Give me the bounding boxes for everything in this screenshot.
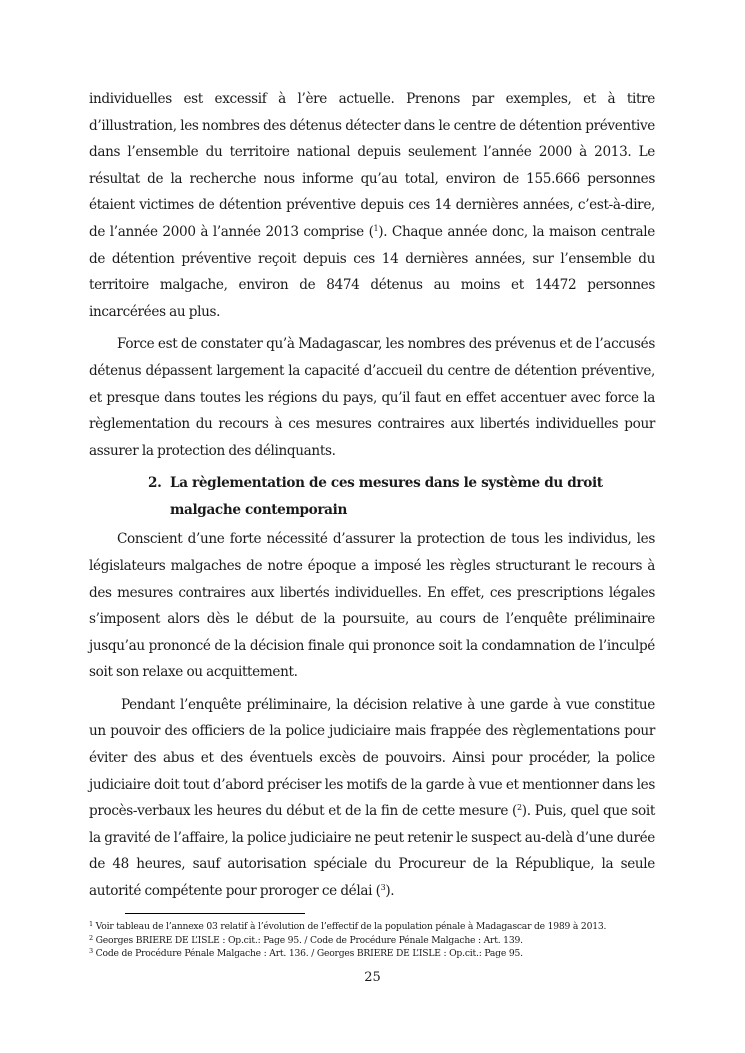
section-heading [89,470,655,524]
footnote-1 [89,920,669,934]
footnote-ref-2: 2 [517,803,522,813]
paragraph-preliminary-inquiry [89,692,655,905]
footnote-text: Code de Procédure Pénale Malgache : Art. 136. / Georges BRIERE DE L’ISLE : Op.cit.: Page 95. [95,948,523,959]
paragraph-legislators: Conscient d’une forte nécessité d’assurer la protection de tous les individus, les législateurs malgaches de notre époque a imposé les règles structurant le recours à des mesures contraires aux libertés individuelles. En effet, ces prescriptions légales s’imposent alors dès le début de la poursuite, au cours de l’enquête préliminaire jusqu’au prononcé de la décision finale qui prononce soit la condamnation de l’inculpé soit son relaxe ou acquittement. [89,531,655,681]
paragraph-text: ). Chaque année donc, la maison centrale de détention préventive reçoit depuis ces 14 dernières années, sur l’ensemble du territoire malgache, environ de 8474 détenus au moins et 14472 personnes incarcérées au plus. [89,223,655,320]
footnote-text: Voir tableau de l’annexe 03 relatif à l’évolution de l’effectif de la population pénale à Madagascar de 1989 à 2013. [95,921,607,932]
page-number: 25 [364,970,381,985]
section-title: La règlementation de ces mesures dans le système du droit malgache contemporain [170,475,603,519]
paragraph-detention-statistics [89,86,655,325]
paragraph-madagascar-capacity: Force est de constater qu’à Madagascar, les nombres des prévenus et de l’accusés détenus dépassent largement la capacité d’accueil du centre de détention préventive, et presque dans toutes les régions du pays, qu’il faut en effet accentuer avec force la règlementation du recours à ces mesures contraires aux libertés individuelles pour assurer la protection des délinquants. [89,336,655,459]
footnote-number: 1 [89,920,93,928]
paragraph-text: ). Puis, quel que soit la gravité de l’affaire, la police judiciaire ne peut retenir le suspect au-delà d’une durée de 48 heures, sauf autorisation spéciale du Procureur de la République, la seule autorité compétente pour proroger ce délai ( [89,803,656,900]
footnote-3 [89,947,669,961]
paragraph-text: Pendant l’enquête préliminaire, la décision relative à une garde à vue constitue un pouvoir des officiers de la police judiciaire mais frappée des règlementations pour éviter des abus et des éventuels excès de pouvoirs. Ainsi pour procéder, la police judiciaire doit tout d’abord préciser les motifs de la garde à vue et mentionner dans les procès-verbaux les heures du début et de la fin de cette mesure ( [89,696,655,820]
paragraph-text: ). [385,883,395,900]
footnote-number: 3 [89,947,93,955]
footnote-ref-1: 1 [373,223,379,233]
footnotes [89,920,669,961]
footnote-2 [89,934,669,948]
footnote-separator [125,913,305,914]
footnote-number: 2 [89,933,93,942]
footnote-ref-3: 3 [380,883,386,893]
footnote-text: Georges BRIERE DE L’ISLE : Op.cit.: Page 95. / Code de Procédure Pénale Malgache : Art. 139. [95,934,523,946]
paragraph-text: individuelles est excessif à l’ère actuelle. Prenons par exemples, et à titre d’illustration, les nombres des détenus détecter dans le centre de détention préventive dans l’ensemble du territoire national depuis seulement l’année 2000 à 2013. Le résultat de la recherche nous informe qu’au total, environ de 155.666 personnes étaient victimes de détention préventive depuis ces 14 dernières années, c’est-à-dire, de l’année 2000 à l’année 2013 comprise ( [89,91,655,240]
section-number: 2. [148,475,162,492]
document-body [89,86,655,905]
